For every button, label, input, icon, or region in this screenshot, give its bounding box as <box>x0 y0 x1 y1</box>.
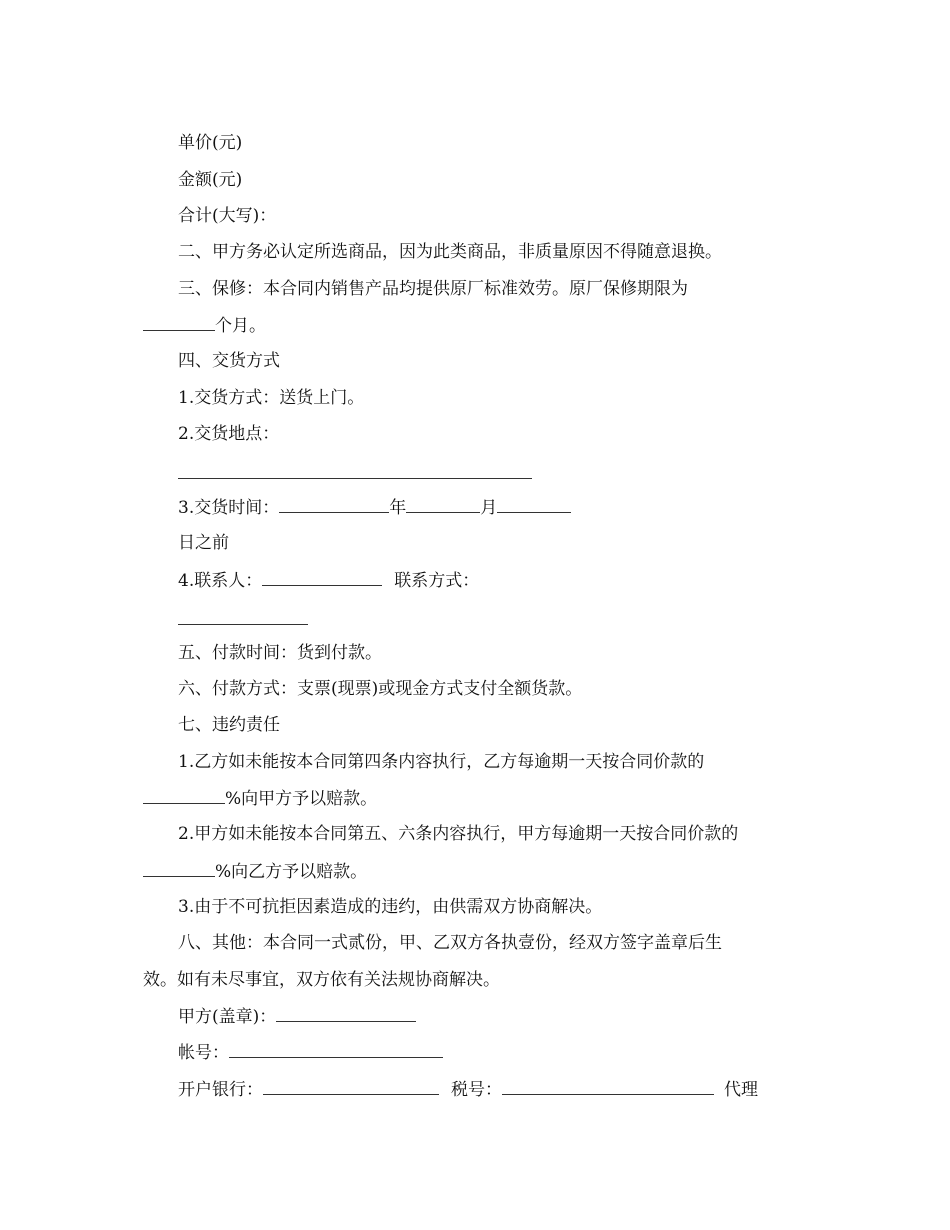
bank-blank <box>263 1078 439 1095</box>
party-a-seal-blank <box>276 1005 416 1022</box>
months-text: 个月。 <box>215 316 266 336</box>
account-line <box>178 1041 443 1063</box>
delivery-method: 1.交货方式：送货上门。 <box>178 388 365 408</box>
bank-tax-line <box>178 1078 758 1100</box>
clause-7-title: 七、违约责任 <box>178 715 280 735</box>
delivery-time-label: 3.交货时间： <box>178 498 280 518</box>
breach-2-text: %向乙方予以赔款。 <box>215 862 368 882</box>
total-line: 合计(大写)： <box>178 206 277 226</box>
tax-id-label: 税号： <box>451 1080 502 1100</box>
year-text: 年 <box>389 498 407 518</box>
tax-id-blank <box>502 1078 714 1095</box>
breach-2-percent-blank <box>143 860 215 877</box>
clause-6: 六、付款方式：支票(现票)或现金方式支付全额货款。 <box>178 679 583 699</box>
party-a-seal-label: 甲方(盖章)： <box>178 1007 277 1027</box>
contact-person-label: 4.联系人： <box>178 571 263 591</box>
amount-line: 金额(元) <box>178 170 243 190</box>
breach-2-line-1: 2.甲方如未能按本合同第五、六条内容执行，甲方每逾期一天按合同价款的 <box>178 824 739 844</box>
clause-4-title: 四、交货方式 <box>178 351 280 371</box>
breach-3: 3.由于不可抗拒因素造成的违约，由供需双方协商解决。 <box>178 897 603 917</box>
clause-8-line-1: 八、其他：本合同一式贰份，甲、乙双方各执壹份，经双方签字盖章后生 <box>178 933 722 953</box>
month-blank <box>406 496 480 513</box>
day-before-line: 日之前 <box>178 533 229 553</box>
unit-price-line: 单价(元) <box>178 133 243 153</box>
clause-5: 五、付款时间：货到付款。 <box>178 643 382 663</box>
breach-2-line-2 <box>143 860 367 882</box>
clause-2: 二、甲方务必认定所选商品，因为此类商品，非质量原因不得随意退换。 <box>178 242 722 262</box>
delivery-place: 2.交货地点： <box>178 424 280 444</box>
contact-method-blank <box>178 624 308 625</box>
breach-1-percent-blank <box>143 787 225 804</box>
account-label: 帐号： <box>178 1043 229 1063</box>
day-blank <box>497 496 571 513</box>
contact-person-blank <box>262 569 382 586</box>
agent-text: 代理 <box>724 1080 758 1100</box>
clause-8-line-2: 效。如有未尽事宜，双方依有关法规协商解决。 <box>143 970 500 990</box>
account-blank <box>229 1041 443 1058</box>
clause-3-line-2 <box>143 314 266 336</box>
bank-label: 开户银行： <box>178 1080 263 1100</box>
breach-1-line-2 <box>143 787 377 809</box>
year-blank <box>279 496 389 513</box>
delivery-place-blank <box>178 478 532 479</box>
month-text: 月 <box>480 498 498 518</box>
delivery-time-line <box>178 496 571 518</box>
party-a-seal-line <box>178 1005 416 1027</box>
warranty-months-blank <box>143 314 215 331</box>
contact-line <box>178 569 479 591</box>
clause-3-line-1: 三、保修：本合同内销售产品均提供原厂标准效劳。原厂保修期限为 <box>178 279 688 299</box>
breach-1-text: %向甲方予以赔款。 <box>225 789 378 809</box>
contact-method-label: 联系方式： <box>394 571 480 591</box>
breach-1-line-1: 1.乙方如未能按本合同第四条内容执行，乙方每逾期一天按合同价款的 <box>178 752 705 772</box>
